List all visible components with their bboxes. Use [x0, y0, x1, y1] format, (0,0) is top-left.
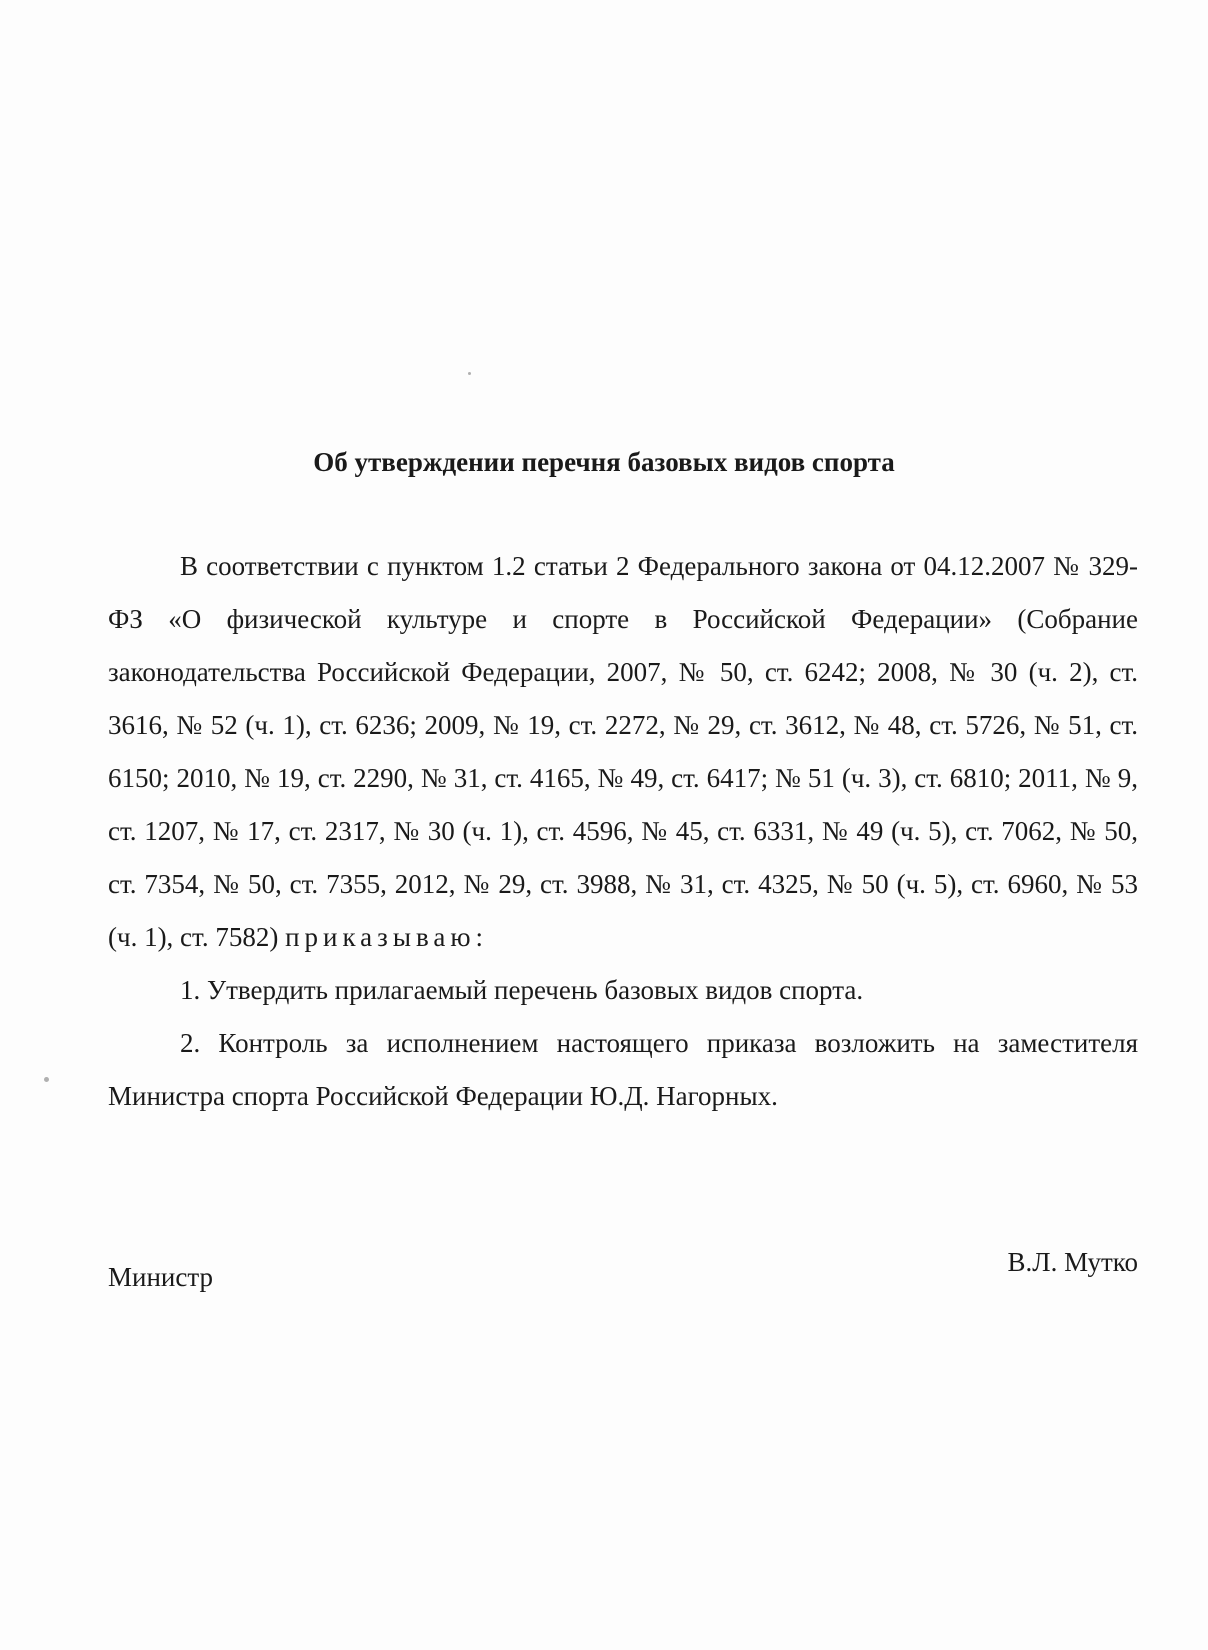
- scan-speck: [44, 1077, 49, 1082]
- document-title: Об утверждении перечня базовых видов спорта: [313, 447, 895, 477]
- signatory-position: Министр: [108, 1262, 213, 1292]
- document-body: [108, 540, 1138, 1123]
- signatory-name: В.Л. Мутко: [1007, 1247, 1138, 1277]
- order-item-2: 2. Контроль за исполнением настоящего приказа возложить на заместителя Министра спорта Российской Федерации Ю.Д. Нагорных.: [108, 1028, 1138, 1111]
- order-item-1: 1. Утвердить прилагаемый перечень базовых видов спорта.: [180, 975, 864, 1005]
- order-word: приказываю:: [285, 922, 489, 952]
- preamble-text: В соответствии с пунктом 1.2 статьи 2 Федерального закона от 04.12.2007 № 329-ФЗ «О физической культуре и спорте в Российской Федерации» (Собрание законодательства Российской Федерации, 2007, № 50, ст. 6242; 2008, № 30 (ч. 2), ст. 3616, № 52 (ч. 1), ст. 6236; 2009, № 19, ст. 2272, № 29, ст. 3612, № 48, ст. 5726, № 51, ст. 6150; 2010, № 19, ст. 2290, № 31, ст. 4165, № 49, ст. 6417; № 51 (ч. 3), ст. 6810; 2011, № 9, ст. 1207, № 17, ст. 2317, № 30 (ч. 1), ст. 4596, № 45, ст. 6331, № 49 (ч. 5), ст. 7062, № 50, ст. 7354, № 50, ст. 7355, 2012, № 29, ст. 3988, № 31, ст. 4325, № 50 (ч. 5), ст. 6960, № 53 (ч. 1), ст. 7582): [108, 551, 1138, 952]
- preamble-paragraph: [108, 540, 1138, 964]
- scan-speck: [468, 372, 471, 375]
